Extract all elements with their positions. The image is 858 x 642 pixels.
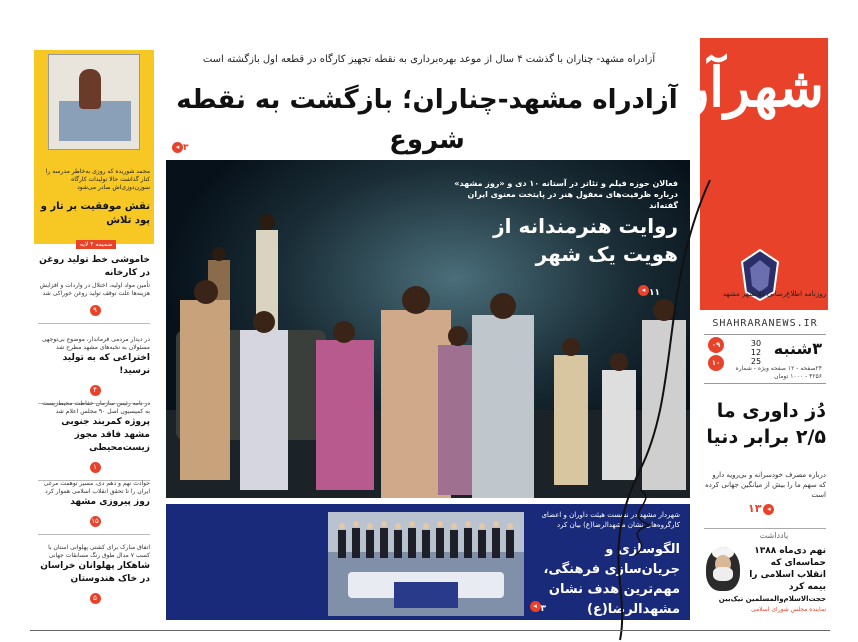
left-story[interactable]	[38, 254, 150, 324]
masthead-tagline: روزنامه اطلاع‌رسانی کلانشهر مشهد	[722, 290, 826, 298]
left-story-ref[interactable]	[38, 511, 150, 530]
page-ref-number: ۹	[90, 305, 101, 316]
note-role: نماینده مجلس شورای اسلامی	[750, 606, 826, 613]
page-ref-number: ۵	[90, 593, 101, 604]
banner-title[interactable]: الگوسازی و جریان‌سازی فرهنگی، مهم‌ترین هدف نشان مشهدالرضا(ع)	[543, 542, 680, 617]
right-story-body: درباره مصرف خودسرانه و بی‌رویه دارو که سهم ما را بیش از میانگین جهانی کرده است	[705, 471, 826, 499]
page-ref-number: ۱۳	[748, 502, 762, 515]
date-circle: ۱۰	[708, 355, 724, 371]
date-line: 25	[750, 357, 762, 366]
page-ref-icon: ◂	[638, 285, 649, 296]
cover-person	[79, 69, 101, 109]
note-column	[704, 528, 826, 628]
right-story-ref[interactable]	[748, 502, 774, 515]
date-line: 12	[750, 348, 762, 357]
page-ref-icon: ◂	[530, 601, 541, 612]
left-story[interactable]	[38, 542, 150, 611]
page-ref-number: ۱	[90, 462, 101, 473]
note-label: یادداشت	[759, 531, 789, 540]
magazine-summary: محمد شوریده که روزی به‌خاطر مدرسه را کنار گذاشت حالا تولیدات کارگاه سوزن‌دوزی‌اش صادر می‌شود	[45, 168, 150, 191]
right-story-title[interactable]: دُز داوری ما ۲/۵ برابر دنیا	[706, 400, 826, 448]
headline-kicker: آزادراه مشهد- چناران با گذشت ۴ سال از موعد بهره‌برداری به نقطه تجهیز کارگاه در قطعه اول بازگشته است	[202, 54, 656, 65]
left-story-ref[interactable]	[38, 588, 150, 607]
magazine-title[interactable]: نقش موفقیت بر تار و پود تلاش	[40, 201, 150, 226]
banner-kicker: شهردار مشهد در نشست هیئت داوران و اعضای کارگروه‌های نشان مشهدالرضا(ع) بیان کرد	[541, 511, 680, 529]
page-ref-number: ۳	[183, 143, 189, 153]
bottom-strip	[30, 630, 830, 642]
left-story-body: اتفاق مبارک برای کشتی پهلوانی استان با کسب ۷ مدال طوق رنگ مسابقات جهانی	[48, 544, 150, 559]
left-story-body: حوادث نهم و دهم دی، مسیر توهمت مرغی ایران را تا تحقق انقلاب اسلامی هموار کرد	[43, 480, 150, 495]
left-story-title[interactable]: روز پیروزی مشهد	[70, 497, 150, 507]
note-author: حجت‌الاسلام‌والمسلمین نیک‌بین	[718, 595, 826, 603]
date-circle: ۰۹	[708, 337, 724, 353]
left-story-ref[interactable]	[38, 380, 150, 399]
main-headline[interactable]: آزادراه مشهد-چناران؛ بازگشت به نقطه شروع	[176, 85, 678, 155]
left-story[interactable]	[38, 334, 150, 404]
date-line: 30	[750, 339, 762, 348]
banner-ref[interactable]	[528, 596, 547, 615]
supplement-tag: ضمیمه ۴ لایه	[76, 240, 116, 249]
left-story-ref[interactable]	[38, 457, 150, 476]
date-numbers	[744, 339, 768, 366]
page-ref-number: ۱۱	[649, 288, 660, 298]
left-story-title[interactable]: اختراعی که به تولید نرسید!	[62, 353, 150, 376]
left-story-body: تأمین مواد اولیه، اختلال در واردات و افزایش هزینه‌ها علت توقف تولید روغن خوراکی شد	[39, 282, 150, 297]
left-story-title[interactable]: شاهکار پهلوانان خراسان در خاک هندوستان	[40, 561, 150, 584]
page-ref-number: ۴	[90, 385, 101, 396]
magazine-cover[interactable]	[48, 54, 140, 150]
issue-info: ۲۴صفحه - ۱۲ صفحه ویژه - شماره ۴۲۵۶ - ۱۰۰۰ تومان	[735, 365, 822, 380]
left-story-title[interactable]: خاموشی خط تولید روغن در کارخانه	[39, 255, 150, 278]
left-story-body: در دیدار مردمی فرماندار، موضوع بی‌توجهی مسئولان به نخبه‌های مشهد مطرح شد	[41, 336, 150, 351]
left-story[interactable]	[38, 478, 150, 535]
left-story-title[interactable]: پروژه کمربند جنوبی مشهد فاقد مجوز زیست‌محیطی	[61, 417, 150, 453]
left-story[interactable]	[38, 398, 150, 481]
left-story-body: در نامه رئیس سازمان حفاظت محیط‌زیست به کمیسیون اصل ۹۰ مجلس اعلام شد	[42, 400, 150, 415]
photo-kicker: فعالان حوزه فیلم و تئاتر در آستانه ۱۰ دی و «روز مشهد» درباره ظرفیت‌های مغفول هنر در پایتخت معنوی ایران گفته‌اند	[454, 179, 678, 210]
page-ref-number: ۱۵	[91, 517, 99, 525]
meeting-scene-image	[328, 512, 524, 616]
page-ref-icon: ◂	[763, 504, 774, 515]
date-box	[704, 334, 826, 384]
note-title[interactable]: نهم دی‌ماه ۱۳۸۸ حماسه‌ای که انقلاب اسلامی را بیمه کرد	[749, 546, 826, 592]
weekday: ۳شنبه	[773, 339, 822, 358]
headline-ref[interactable]	[170, 142, 189, 153]
pen-scribble	[600, 170, 720, 642]
page-ref-number: ۳	[540, 604, 546, 614]
logo-text: شهرآرا	[667, 55, 824, 119]
site-url[interactable]: SHAHRARANEWS.IR	[712, 318, 818, 329]
left-story-ref[interactable]	[38, 300, 150, 319]
page-ref-icon: ◂	[172, 142, 183, 153]
meeting-photo	[328, 512, 524, 616]
photo-title[interactable]: روایت هنرمندانه از هویت یک شهر	[493, 214, 678, 266]
